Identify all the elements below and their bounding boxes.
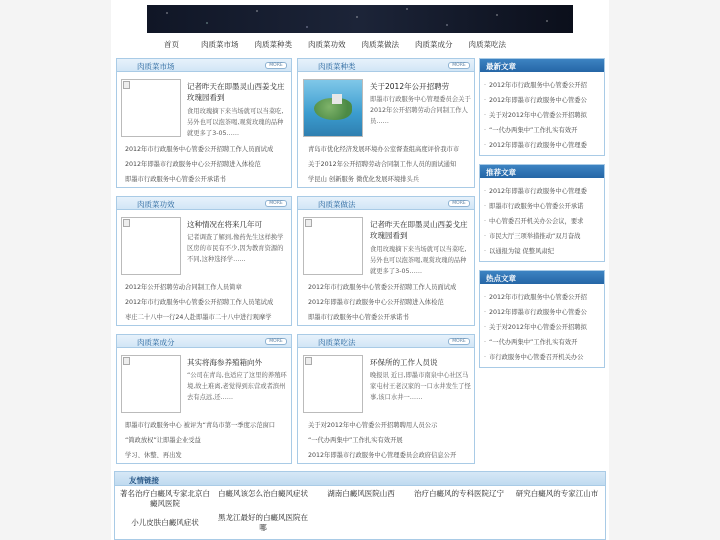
box-ingredients <box>116 334 292 464</box>
box-title: 肉质菜市场 <box>137 62 175 71</box>
list-item[interactable]: 2012年市行政服务中心管委公开招聘工作人员笔试成 <box>125 299 274 306</box>
article-thumbnail[interactable] <box>121 217 181 275</box>
box-types <box>297 58 475 188</box>
sidebar-item[interactable]: · 2012年即墨市行政服务中心管委公 <box>484 307 587 316</box>
nav-market[interactable]: 肉质菜市场 <box>201 39 239 49</box>
nav-effects[interactable]: 肉质菜功效 <box>308 39 346 49</box>
broken-image-icon <box>123 357 130 365</box>
article-thumbnail[interactable] <box>303 79 363 137</box>
article-desc: 记者调查了解到,像药先生这样换学区房的市民有不少,因为教育资源的不同,这种选择学…… <box>187 234 284 263</box>
box-market <box>116 58 292 188</box>
list-item[interactable]: 即墨市行政服务中心管委公开承诺书 <box>125 176 226 183</box>
list-item[interactable]: 学习、休整、再出发 <box>125 452 182 459</box>
sidebar-latest <box>479 58 605 156</box>
article-desc: 晚报讯 近日,即墨市南泉中心社区马家屯村王老汉家的一口水井发生了怪事,该口水井一…… <box>370 372 471 401</box>
friend-link[interactable]: 湖南白癜风医院山西 <box>327 489 395 498</box>
sidebar-item[interactable]: · 2012年即墨市行政服务中心管委公 <box>484 95 587 104</box>
sidebar-item[interactable]: · 市行政服务中心管委召开机关办公 <box>484 352 583 361</box>
header-banner <box>147 5 573 33</box>
list-item[interactable]: 2012年市行政服务中心管委公开招聘工作人员面试成 <box>308 284 457 291</box>
sidebar-item[interactable]: · “一代办两集中”工作扎实有效开 <box>484 125 577 134</box>
article-title[interactable]: 记者昨天在即墨灵山西姜戈庄玫瑰园看到 <box>370 220 468 240</box>
box-eating <box>297 334 475 464</box>
list-item[interactable]: 2012年市行政服务中心管委公开招聘工作人员面试成 <box>125 146 274 153</box>
article-thumbnail[interactable] <box>303 355 363 413</box>
friend-links-title: 友情链接 <box>129 476 159 485</box>
list-item[interactable]: 青岛市优化经济发展环境办公室督查组高度评价我市市 <box>308 146 460 153</box>
friend-link[interactable]: 研究白癜风的专家江山市 <box>515 489 599 498</box>
article-desc: 食用玫瑰摘下来当场就可以当菜吃,另外也可以泡茶喝,观赏玫瑰的品种就更多了3-05…… <box>370 246 467 275</box>
sidebar-item[interactable]: · 2012年即墨市行政服务中心管理委 <box>484 186 587 195</box>
list-item[interactable]: 枣庄二十八中一行24人赴即墨市二十八中进行观摩学 <box>125 314 272 321</box>
box-effects <box>116 196 292 326</box>
list-item[interactable]: 关于对2012年中心管委公开招聘聘用人员公示 <box>308 422 438 429</box>
sidebar-item[interactable]: · “一代办两集中”工作扎实有效开 <box>484 337 577 346</box>
list-item[interactable]: “一代办两集中”工作扎实有效开展 <box>308 437 403 444</box>
nav-ingredients[interactable]: 肉质菜成分 <box>415 39 453 49</box>
list-item[interactable]: 2012年即墨市行政服务中心公开招聘进入体检范 <box>308 299 444 306</box>
friend-link[interactable]: 白癜风该怎么治白癜风症状 <box>218 489 308 498</box>
nav-eating[interactable]: 肉质菜吃法 <box>468 39 506 49</box>
article-thumbnail[interactable] <box>121 79 181 137</box>
article-desc: 食用玫瑰摘下来当场就可以当菜吃,另外也可以泡茶喝,观赏玫瑰的品种就更多了3-05…… <box>187 108 284 137</box>
sidebar-item[interactable]: · 关于对2012年中心管委公开招聘拟 <box>484 322 587 331</box>
list-item[interactable]: 关于2012年公开招聘劳动合同制工作人员的面试通知 <box>308 161 457 168</box>
more-button[interactable]: MORE <box>265 62 287 69</box>
sidebar-item[interactable]: · 以通报为镜 促整风肃纪 <box>484 246 554 255</box>
more-button[interactable]: MORE <box>265 200 287 207</box>
sidebar-title: 最新文章 <box>486 62 516 71</box>
article-title[interactable]: 其实将海参养殖箱向外 <box>187 358 262 367</box>
sidebar-item[interactable]: · 关于对2012年中心管委公开招聘拟 <box>484 110 587 119</box>
article-desc: 即墨市行政服务中心管理委员会关于2012年公开招聘劳动合同制工作人员…… <box>370 96 471 125</box>
list-item[interactable]: 学昆山 创新服务 微优化发展环境排头兵 <box>308 176 420 183</box>
list-item[interactable]: 即墨市行政服务中心管委公开承诺书 <box>308 314 409 321</box>
box-title: 肉质菜成分 <box>137 338 175 347</box>
article-title[interactable]: 环保所的工作人员说 <box>370 358 438 367</box>
more-button[interactable]: MORE <box>448 338 470 345</box>
friend-link[interactable]: 著名治疗白癜风专家北京白癜风医院 <box>120 489 210 508</box>
sidebar-item[interactable]: · 市民大厅三项举措推动“双月奋战 <box>484 231 580 240</box>
broken-image-icon <box>305 357 312 365</box>
article-title[interactable]: 这种情况在将来几年可 <box>187 220 262 229</box>
sidebar-title: 热点文章 <box>486 274 516 283</box>
sidebar-item[interactable]: · 2012年市行政服务中心管委公开招 <box>484 292 587 301</box>
article-desc: “公司在青岛,也适应了这里的养殖环境,故土难离,老觉得到东营或者滨州去有点远,还…… <box>187 372 287 401</box>
list-item[interactable]: “简政放权”让即墨企业受益 <box>125 437 201 444</box>
list-item[interactable]: 2012年即墨市行政服务中心管理委员会政府信息公开 <box>308 452 457 459</box>
broken-image-icon <box>123 219 130 227</box>
broken-image-icon <box>305 219 312 227</box>
more-button[interactable]: MORE <box>448 62 470 69</box>
friend-link[interactable]: 黑龙江最好的白癜风医院在哪 <box>218 513 308 532</box>
box-title: 肉质菜种类 <box>318 62 356 71</box>
broken-image-icon <box>123 81 130 89</box>
friend-link[interactable]: 治疗白癜风的专科医院辽宁 <box>414 489 504 498</box>
nav-recipes[interactable]: 肉质菜做法 <box>361 39 399 49</box>
sidebar-item[interactable]: · 中心管委召开机关办公会议，要求 <box>484 216 583 225</box>
nav-types[interactable]: 肉质菜种类 <box>254 39 292 49</box>
article-title[interactable]: 关于2012年公开招聘劳 <box>370 82 450 91</box>
article-thumbnail[interactable] <box>303 217 363 275</box>
list-item[interactable]: 即墨市行政服务中心 被评为“青岛市第一季度示范窗口 <box>125 422 276 429</box>
friend-link[interactable]: 小儿皮肤白癜风症状 <box>131 518 199 527</box>
sidebar-hot <box>479 270 605 368</box>
box-recipes <box>297 196 475 326</box>
box-title: 肉质菜做法 <box>318 200 356 209</box>
list-item[interactable]: 2012年即墨市行政服务中心公开招聘进入体检范 <box>125 161 261 168</box>
sidebar-item[interactable]: · 2012年市行政服务中心管委公开招 <box>484 80 587 89</box>
sidebar-item[interactable]: · 即墨市行政服务中心管委公开承诺 <box>484 201 583 210</box>
list-item[interactable]: 2012年公开招聘劳动合同制工作人员简章 <box>125 284 242 291</box>
box-title: 肉质菜功效 <box>137 200 175 209</box>
friend-links <box>114 471 606 540</box>
nav-home[interactable]: 首页 <box>164 39 179 49</box>
box-title: 肉质菜吃法 <box>318 338 356 347</box>
sidebar-recommended <box>479 164 605 262</box>
more-button[interactable]: MORE <box>448 200 470 207</box>
article-title[interactable]: 记者昨天在即墨灵山西姜戈庄玫瑰园看到 <box>187 82 285 102</box>
sidebar-item[interactable]: · 2012年即墨市行政服务中心管理委 <box>484 140 587 149</box>
sidebar-title: 推荐文章 <box>486 168 516 177</box>
more-button[interactable]: MORE <box>265 338 287 345</box>
main-nav <box>147 36 573 52</box>
article-thumbnail[interactable] <box>121 355 181 413</box>
